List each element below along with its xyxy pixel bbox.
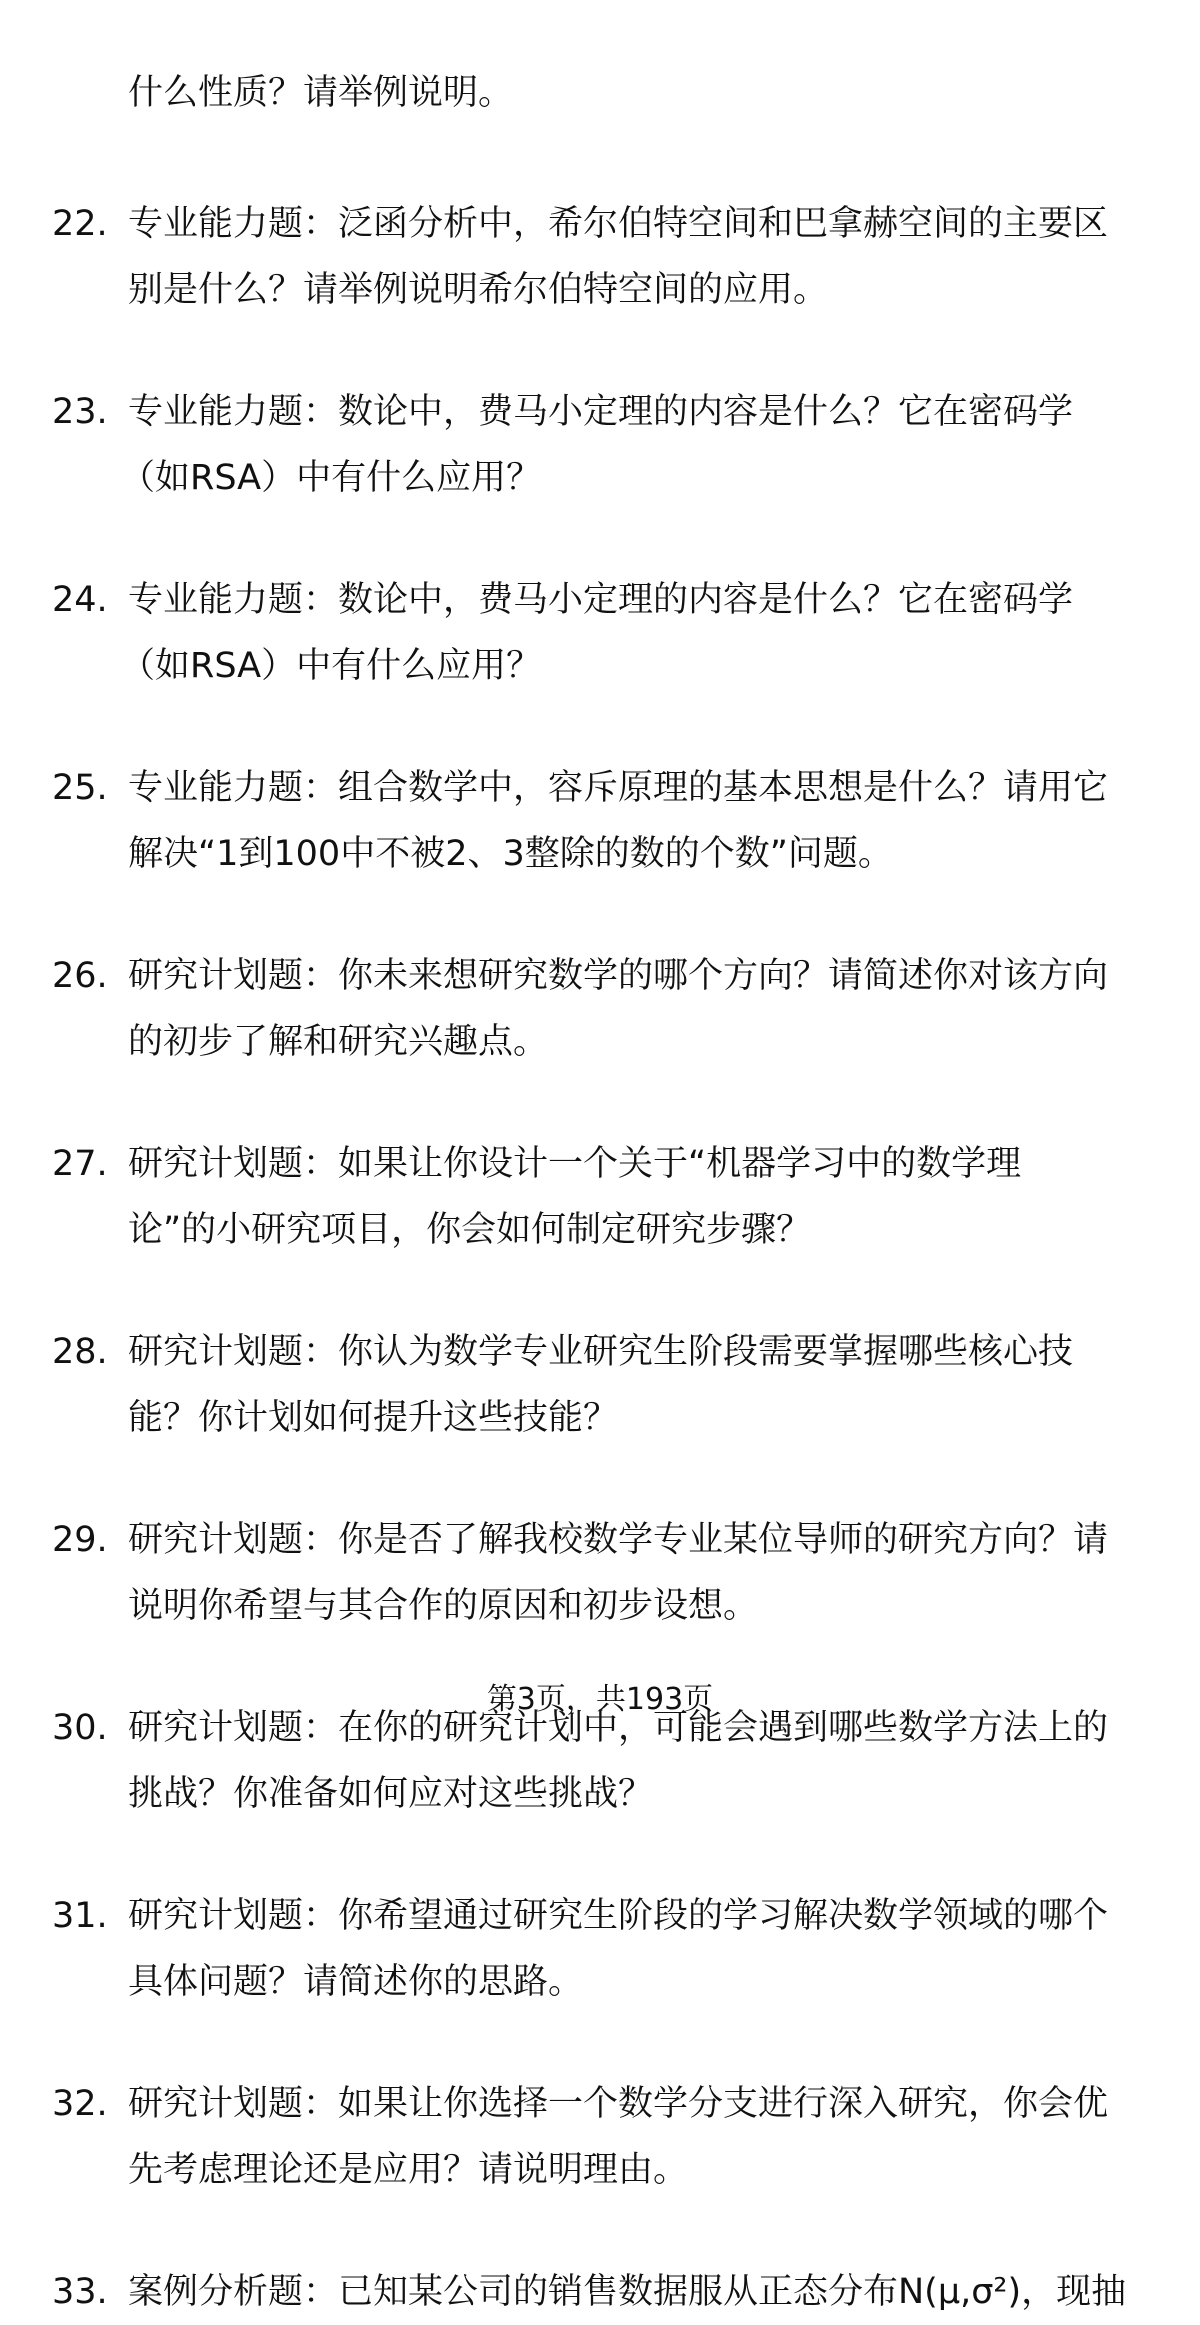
question-item (0, 755, 1200, 821)
question-item-cont (0, 1761, 1200, 1827)
question-line: 研究计划题：如果让你选择一个数学分支进行深入研究，你会优 (128, 2084, 1109, 2124)
spacer (0, 1263, 1200, 1319)
question-item (0, 379, 1200, 445)
question-item (0, 1507, 1200, 1573)
question-line: （如RSA）中有什么应用？ (120, 458, 542, 498)
spacer (0, 699, 1200, 755)
question-line: 研究计划题：如果让你设计一个关于“机器学习中的数学理 (128, 1144, 1022, 1184)
question-line: 专业能力题：数论中，费马小定理的内容是什么？它在密码学 (128, 580, 1074, 620)
question-line: 研究计划题：你认为数学专业研究生阶段需要掌握哪些核心技 (128, 1332, 1074, 1372)
spacer (0, 1451, 1200, 1507)
question-line: 研究计划题：在你的研究计划中，可能会遇到哪些数学方法上的 (128, 1708, 1109, 1748)
question-line: 挑战？你准备如何应对这些挑战？ (128, 1774, 654, 1814)
question-line: 专业能力题：组合数学中，容斥原理的基本思想是什么？请用它 (128, 768, 1109, 808)
question-line: 别是什么？请举例说明希尔伯特空间的应用。 (128, 270, 829, 310)
question-line: 解决“1到100中不被2、3整除的数的个数”问题。 (128, 834, 893, 874)
question-item-cont (0, 633, 1200, 699)
spacer (0, 323, 1200, 379)
question-line: 的初步了解和研究兴趣点。 (128, 1022, 549, 1062)
question-item-cont (0, 1949, 1200, 2015)
question-item (0, 191, 1200, 257)
question-number: 22. (52, 204, 108, 244)
question-number: 32. (52, 2084, 108, 2124)
question-line: 先考虑理论还是应用？请说明理由。 (128, 2150, 689, 2190)
spacer (0, 1075, 1200, 1131)
question-line: 能？你计划如何提升这些技能？ (128, 1398, 619, 1438)
question-number: 24. (52, 580, 108, 620)
question-item (0, 2259, 1200, 2325)
question-item-cont (0, 1573, 1200, 1639)
question-number: 33. (52, 2272, 108, 2312)
question-list (0, 60, 1200, 2325)
question-number: 28. (52, 1332, 108, 1372)
spacer (0, 887, 1200, 943)
question-number: 25. (52, 768, 108, 808)
question-number: 29. (52, 1520, 108, 1560)
question-line: 论”的小研究项目，你会如何制定研究步骤？ (128, 1210, 812, 1250)
question-line: 专业能力题：泛函分析中，希尔伯特空间和巴拿赫空间的主要区 (128, 204, 1109, 244)
question-number: 30. (52, 1708, 108, 1748)
question-item-cont (0, 257, 1200, 323)
spacer (0, 2203, 1200, 2259)
question-line: 什么性质？请举例说明。 (128, 73, 514, 113)
spacer (0, 126, 1200, 191)
continuation-line (0, 60, 1200, 126)
question-line: 具体问题？请简述你的思路。 (128, 1962, 584, 2002)
question-line: 研究计划题：你是否了解我校数学专业某位导师的研究方向？请 (128, 1520, 1109, 1560)
question-item-cont (0, 1009, 1200, 1075)
question-item-cont (0, 821, 1200, 887)
question-item (0, 1883, 1200, 1949)
question-item-cont (0, 445, 1200, 511)
question-line: 研究计划题：你希望通过研究生阶段的学习解决数学领域的哪个 (128, 1896, 1109, 1936)
question-line: （如RSA）中有什么应用？ (120, 646, 542, 686)
question-item-cont (0, 2137, 1200, 2203)
question-line: 说明你希望与其合作的原因和初步设想。 (128, 1586, 759, 1626)
question-line: 研究计划题：你未来想研究数学的哪个方向？请简述你对该方向 (128, 956, 1109, 996)
question-item-cont (0, 1197, 1200, 1263)
question-item (0, 1131, 1200, 1197)
question-item-cont (0, 1385, 1200, 1451)
spacer (0, 2015, 1200, 2071)
question-line: 案例分析题：已知某公司的销售数据服从正态分布N(μ,σ²)，现抽 (128, 2272, 1127, 2312)
spacer (0, 511, 1200, 567)
question-number: 31. (52, 1896, 108, 1936)
question-item (0, 2071, 1200, 2137)
spacer (0, 1827, 1200, 1883)
question-item (0, 1319, 1200, 1385)
question-item (0, 943, 1200, 1009)
question-line: 专业能力题：数论中，费马小定理的内容是什么？它在密码学 (128, 392, 1074, 432)
question-number: 23. (52, 392, 108, 432)
page-footer: 第3页，共193页 (486, 1682, 714, 1717)
question-number: 26. (52, 956, 108, 996)
question-number: 27. (52, 1144, 108, 1184)
question-item (0, 567, 1200, 633)
